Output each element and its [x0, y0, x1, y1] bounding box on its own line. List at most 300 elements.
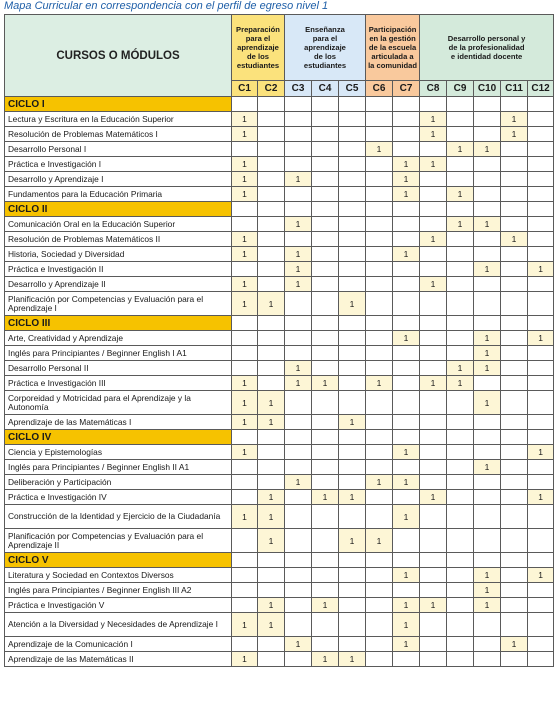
competency-mark: 1	[420, 277, 447, 292]
cycle-cell	[474, 553, 501, 568]
empty-cell	[447, 475, 474, 490]
empty-cell	[528, 652, 554, 667]
empty-cell	[420, 262, 447, 277]
empty-cell	[393, 652, 420, 667]
empty-cell	[232, 460, 258, 475]
empty-cell	[501, 247, 528, 262]
empty-cell	[285, 490, 312, 505]
empty-cell	[474, 376, 501, 391]
group-line: estudiantes	[303, 61, 347, 70]
empty-cell	[501, 157, 528, 172]
competency-mark: 1	[474, 361, 501, 376]
empty-cell	[232, 361, 258, 376]
competency-mark: 1	[258, 292, 285, 316]
competency-mark: 1	[447, 187, 474, 202]
competency-mark: 1	[393, 157, 420, 172]
competency-mark: 1	[232, 172, 258, 187]
empty-cell	[528, 217, 554, 232]
empty-cell	[420, 292, 447, 316]
empty-cell	[366, 292, 393, 316]
empty-cell	[258, 331, 285, 346]
empty-cell	[420, 361, 447, 376]
cycle-cell	[501, 316, 528, 331]
competency-mark: 1	[285, 637, 312, 652]
cycle-cell	[447, 430, 474, 445]
empty-cell	[285, 112, 312, 127]
cycle-cell	[393, 202, 420, 217]
empty-cell	[339, 568, 366, 583]
competency-mark: 1	[474, 331, 501, 346]
competency-code: C6	[366, 81, 393, 97]
cycle-cell	[285, 430, 312, 445]
empty-cell	[285, 415, 312, 430]
competency-mark: 1	[474, 217, 501, 232]
cycle-cell	[420, 97, 447, 112]
course-row	[5, 637, 554, 652]
competency-mark: 1	[366, 142, 393, 157]
empty-cell	[366, 277, 393, 292]
empty-cell	[393, 217, 420, 232]
empty-cell	[258, 247, 285, 262]
empty-cell	[528, 292, 554, 316]
course-row	[5, 142, 554, 157]
empty-cell	[258, 583, 285, 598]
course-name: Aprendizaje de las Matemáticas I	[5, 415, 232, 430]
empty-cell	[258, 127, 285, 142]
empty-cell	[312, 142, 339, 157]
empty-cell	[528, 613, 554, 637]
cycle-cell	[420, 202, 447, 217]
empty-cell	[366, 187, 393, 202]
empty-cell	[366, 262, 393, 277]
competency-mark: 1	[447, 142, 474, 157]
cycle-cell	[447, 202, 474, 217]
empty-cell	[501, 142, 528, 157]
empty-cell	[501, 460, 528, 475]
competency-mark: 1	[232, 232, 258, 247]
empty-cell	[447, 652, 474, 667]
empty-cell	[528, 247, 554, 262]
course-row	[5, 460, 554, 475]
course-row	[5, 568, 554, 583]
course-name: Desarrollo y Aprendizaje I	[5, 172, 232, 187]
empty-cell	[420, 652, 447, 667]
empty-cell	[528, 376, 554, 391]
empty-cell	[474, 475, 501, 490]
empty-cell	[528, 157, 554, 172]
cycle-label: CICLO I	[5, 97, 232, 112]
empty-cell	[312, 157, 339, 172]
empty-cell	[474, 292, 501, 316]
empty-cell	[312, 475, 339, 490]
empty-cell	[474, 529, 501, 553]
empty-cell	[420, 529, 447, 553]
competency-mark: 1	[528, 445, 554, 460]
empty-cell	[312, 292, 339, 316]
empty-cell	[447, 331, 474, 346]
empty-cell	[447, 445, 474, 460]
competency-mark: 1	[528, 568, 554, 583]
empty-cell	[339, 376, 366, 391]
empty-cell	[501, 277, 528, 292]
cycle-cell	[447, 316, 474, 331]
cycle-label: CICLO III	[5, 316, 232, 331]
empty-cell	[312, 217, 339, 232]
competency-mark: 1	[285, 172, 312, 187]
competency-mark: 1	[312, 652, 339, 667]
cycle-cell	[528, 316, 554, 331]
empty-cell	[474, 415, 501, 430]
empty-cell	[312, 529, 339, 553]
competency-mark: 1	[474, 568, 501, 583]
cycle-cell	[339, 202, 366, 217]
empty-cell	[528, 415, 554, 430]
empty-cell	[447, 637, 474, 652]
courses-header: CURSOS O MÓDULOS	[5, 15, 232, 97]
empty-cell	[285, 613, 312, 637]
group-line: de la escuela	[368, 43, 417, 52]
competency-mark: 1	[393, 247, 420, 262]
group-header-desarrollo	[420, 15, 554, 81]
course-name: Planificación por Competencias y Evaluación para el Aprendizaje I	[5, 292, 232, 316]
empty-cell	[393, 112, 420, 127]
cycle-cell	[312, 97, 339, 112]
course-name: Deliberación y Participación	[5, 475, 232, 490]
course-name: Construcción de la Identidad y Ejercicio de la Ciudadanía	[5, 505, 232, 529]
competency-code: C11	[501, 81, 528, 97]
empty-cell	[312, 361, 339, 376]
competency-mark: 1	[528, 331, 554, 346]
competency-mark: 1	[258, 415, 285, 430]
cycle-cell	[366, 202, 393, 217]
cycle-row	[5, 316, 554, 331]
empty-cell	[528, 172, 554, 187]
empty-cell	[312, 172, 339, 187]
empty-cell	[447, 490, 474, 505]
empty-cell	[312, 415, 339, 430]
competency-mark: 1	[474, 460, 501, 475]
empty-cell	[420, 613, 447, 637]
empty-cell	[528, 598, 554, 613]
empty-cell	[339, 445, 366, 460]
empty-cell	[447, 112, 474, 127]
empty-cell	[501, 346, 528, 361]
competency-mark: 1	[420, 376, 447, 391]
empty-cell	[447, 583, 474, 598]
course-row	[5, 217, 554, 232]
empty-cell	[528, 361, 554, 376]
empty-cell	[339, 232, 366, 247]
course-row	[5, 505, 554, 529]
competency-mark: 1	[258, 529, 285, 553]
competency-mark: 1	[393, 331, 420, 346]
cycle-label: CICLO IV	[5, 430, 232, 445]
empty-cell	[312, 232, 339, 247]
empty-cell	[285, 445, 312, 460]
cycle-cell	[285, 202, 312, 217]
course-row	[5, 475, 554, 490]
empty-cell	[232, 262, 258, 277]
empty-cell	[420, 505, 447, 529]
empty-cell	[312, 331, 339, 346]
group-line: Enseñanza	[305, 25, 345, 34]
competency-mark: 1	[474, 391, 501, 415]
empty-cell	[339, 217, 366, 232]
group-line: en la gestión	[369, 34, 416, 43]
empty-cell	[447, 613, 474, 637]
group-line: estudiantes	[236, 61, 280, 70]
empty-cell	[366, 157, 393, 172]
cycle-cell	[232, 430, 258, 445]
competency-code: C3	[285, 81, 312, 97]
group-header-preparacion	[232, 15, 285, 81]
competency-mark: 1	[232, 157, 258, 172]
cycle-cell	[232, 202, 258, 217]
group-line: para el	[245, 34, 271, 43]
competency-mark: 1	[232, 187, 258, 202]
competency-mark: 1	[447, 361, 474, 376]
empty-cell	[258, 460, 285, 475]
empty-cell	[474, 127, 501, 142]
empty-cell	[312, 187, 339, 202]
empty-cell	[447, 247, 474, 262]
competency-code: C8	[420, 81, 447, 97]
empty-cell	[447, 277, 474, 292]
competency-mark: 1	[528, 490, 554, 505]
empty-cell	[232, 637, 258, 652]
empty-cell	[528, 112, 554, 127]
cycle-cell	[474, 430, 501, 445]
cycle-cell	[232, 97, 258, 112]
empty-cell	[366, 232, 393, 247]
group-line: aprendizaje	[304, 43, 346, 52]
empty-cell	[312, 262, 339, 277]
competency-mark: 1	[420, 157, 447, 172]
cycle-cell	[366, 430, 393, 445]
empty-cell	[420, 445, 447, 460]
empty-cell	[447, 262, 474, 277]
cycle-cell	[528, 430, 554, 445]
empty-cell	[474, 613, 501, 637]
cycle-row	[5, 202, 554, 217]
course-row	[5, 157, 554, 172]
empty-cell	[258, 475, 285, 490]
competency-mark: 1	[258, 613, 285, 637]
empty-cell	[474, 637, 501, 652]
competency-mark: 1	[420, 127, 447, 142]
cycle-cell	[312, 430, 339, 445]
empty-cell	[312, 613, 339, 637]
cycle-row	[5, 430, 554, 445]
cycle-cell	[312, 316, 339, 331]
cycle-cell	[366, 97, 393, 112]
competency-mark: 1	[447, 217, 474, 232]
cycle-cell	[528, 202, 554, 217]
empty-cell	[366, 331, 393, 346]
cycle-cell	[285, 553, 312, 568]
empty-cell	[393, 460, 420, 475]
empty-cell	[339, 172, 366, 187]
empty-cell	[528, 127, 554, 142]
empty-cell	[258, 376, 285, 391]
course-row	[5, 652, 554, 667]
competency-mark: 1	[232, 247, 258, 262]
empty-cell	[393, 529, 420, 553]
cycle-label: CICLO V	[5, 553, 232, 568]
empty-cell	[285, 598, 312, 613]
empty-cell	[501, 217, 528, 232]
cycle-cell	[393, 316, 420, 331]
course-row	[5, 529, 554, 553]
empty-cell	[501, 391, 528, 415]
group-header-ensenanza	[285, 15, 366, 81]
competency-mark: 1	[285, 262, 312, 277]
empty-cell	[474, 157, 501, 172]
empty-cell	[312, 445, 339, 460]
empty-cell	[285, 652, 312, 667]
empty-cell	[312, 247, 339, 262]
empty-cell	[339, 346, 366, 361]
competency-mark: 1	[232, 127, 258, 142]
empty-cell	[232, 529, 258, 553]
cycle-cell	[393, 97, 420, 112]
empty-cell	[366, 217, 393, 232]
competency-mark: 1	[232, 505, 258, 529]
empty-cell	[393, 346, 420, 361]
cycle-cell	[258, 97, 285, 112]
competency-mark: 1	[232, 391, 258, 415]
empty-cell	[285, 568, 312, 583]
course-row	[5, 391, 554, 415]
empty-cell	[258, 637, 285, 652]
group-line: e identidad docente	[450, 52, 523, 61]
course-name: Ciencia y Epistemologías	[5, 445, 232, 460]
empty-cell	[366, 460, 393, 475]
empty-cell	[501, 445, 528, 460]
empty-cell	[232, 142, 258, 157]
empty-cell	[232, 331, 258, 346]
competency-code: C2	[258, 81, 285, 97]
empty-cell	[447, 157, 474, 172]
empty-cell	[258, 112, 285, 127]
competency-mark: 1	[232, 376, 258, 391]
course-row	[5, 262, 554, 277]
cycle-cell	[420, 553, 447, 568]
empty-cell	[339, 460, 366, 475]
empty-cell	[232, 217, 258, 232]
empty-cell	[474, 652, 501, 667]
group-line: para el	[312, 34, 338, 43]
empty-cell	[258, 262, 285, 277]
course-row	[5, 331, 554, 346]
empty-cell	[232, 346, 258, 361]
course-row	[5, 346, 554, 361]
empty-cell	[366, 490, 393, 505]
empty-cell	[339, 247, 366, 262]
competency-code: C5	[339, 81, 366, 97]
cycle-cell	[393, 553, 420, 568]
cycle-cell	[232, 553, 258, 568]
empty-cell	[393, 361, 420, 376]
empty-cell	[528, 142, 554, 157]
competency-mark: 1	[474, 583, 501, 598]
cycle-cell	[501, 430, 528, 445]
course-name: Literatura y Sociedad en Contextos Diversos	[5, 568, 232, 583]
empty-cell	[339, 262, 366, 277]
empty-cell	[258, 568, 285, 583]
empty-cell	[339, 142, 366, 157]
empty-cell	[366, 127, 393, 142]
empty-cell	[258, 346, 285, 361]
cycle-cell	[474, 97, 501, 112]
empty-cell	[501, 331, 528, 346]
empty-cell	[285, 583, 312, 598]
competency-mark: 1	[232, 112, 258, 127]
empty-cell	[501, 598, 528, 613]
empty-cell	[232, 583, 258, 598]
empty-cell	[339, 391, 366, 415]
empty-cell	[258, 217, 285, 232]
empty-cell	[420, 415, 447, 430]
empty-cell	[528, 232, 554, 247]
empty-cell	[312, 346, 339, 361]
empty-cell	[339, 157, 366, 172]
empty-cell	[501, 583, 528, 598]
course-row	[5, 292, 554, 316]
empty-cell	[474, 445, 501, 460]
course-name: Aprendizaje de las Matemáticas II	[5, 652, 232, 667]
empty-cell	[528, 391, 554, 415]
group-header-row	[5, 15, 554, 81]
course-row	[5, 172, 554, 187]
empty-cell	[258, 187, 285, 202]
course-row	[5, 490, 554, 505]
competency-code: C1	[232, 81, 258, 97]
empty-cell	[420, 217, 447, 232]
empty-cell	[393, 391, 420, 415]
competency-mark: 1	[312, 598, 339, 613]
empty-cell	[312, 112, 339, 127]
cycle-cell	[366, 553, 393, 568]
cycle-cell	[285, 97, 312, 112]
empty-cell	[393, 376, 420, 391]
empty-cell	[339, 598, 366, 613]
cycle-cell	[528, 553, 554, 568]
competency-code: C4	[312, 81, 339, 97]
empty-cell	[447, 598, 474, 613]
cycle-cell	[312, 553, 339, 568]
competency-code: C10	[474, 81, 501, 97]
competency-mark: 1	[420, 490, 447, 505]
competency-mark: 1	[366, 376, 393, 391]
cycle-cell	[420, 316, 447, 331]
course-name: Resolución de Problemas Matemáticos II	[5, 232, 232, 247]
empty-cell	[285, 232, 312, 247]
empty-cell	[258, 445, 285, 460]
empty-cell	[366, 391, 393, 415]
cycle-label: CICLO II	[5, 202, 232, 217]
empty-cell	[528, 637, 554, 652]
course-row	[5, 112, 554, 127]
empty-cell	[393, 277, 420, 292]
empty-cell	[366, 583, 393, 598]
competency-mark: 1	[232, 445, 258, 460]
empty-cell	[420, 331, 447, 346]
cycle-cell	[232, 316, 258, 331]
course-row	[5, 232, 554, 247]
competency-mark: 1	[393, 172, 420, 187]
cycle-cell	[447, 97, 474, 112]
